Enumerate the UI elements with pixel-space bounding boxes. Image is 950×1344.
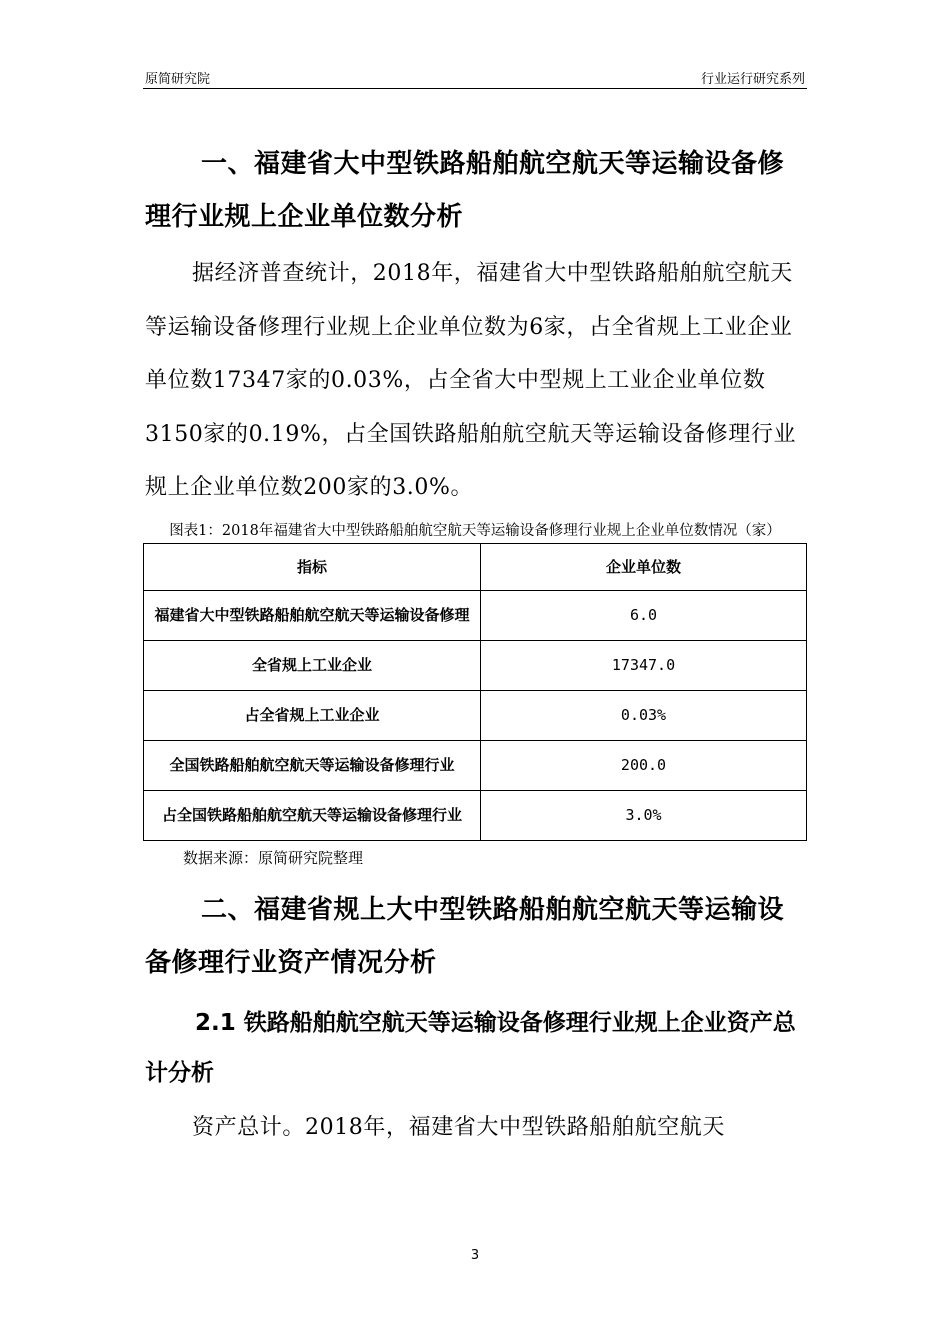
data-table — [143, 543, 807, 841]
table-row — [144, 640, 807, 690]
table-caption: 图表1：2018年福建省大中型铁路船舶航空航天等运输设备修理行业规上企业单位数情况（家） — [169, 522, 781, 539]
section2-title: 二、福建省规上大中型铁路船舶航空航天等运输设备修理行业资产情况分析 — [145, 894, 785, 978]
table-row-value: 0.03% — [481, 690, 807, 740]
table-row-label: 占全省规上工业企业 — [144, 690, 481, 740]
section2-subtitle: 2.1 铁路船舶航空航天等运输设备修理行业规上企业资产总计分析 — [145, 1009, 796, 1086]
table-row-label: 占全国铁路船舶航空航天等运输设备修理行业 — [144, 790, 481, 840]
table-row-label: 全国铁路船舶航空航天等运输设备修理行业 — [144, 740, 481, 790]
page-number: 3 — [470, 1248, 480, 1263]
table-row-label: 全省规上工业企业 — [144, 640, 481, 690]
section1-paragraph: 据经济普查统计，2018年，福建省大中型铁路船舶航空航天等运输设备修理行业规上企业单位数为6家，占全省规上工业企业单位数17347家的0.03%，占全省大中型规上工业企业单位数3150家的0.19%，占全国铁路船舶航空航天等运输设备修理行业规上企业单位数200家的3.0%。 — [145, 261, 797, 500]
table-header-row — [144, 543, 807, 590]
table-row — [144, 790, 807, 840]
table-row-value: 200.0 — [481, 740, 807, 790]
table-row — [144, 690, 807, 740]
header-divider — [143, 88, 807, 89]
header-right-text: 行业运行研究系列 — [700, 72, 805, 87]
table-row-label: 福建省大中型铁路船舶航空航天等运输设备修理 — [144, 590, 481, 640]
table-row-value: 17347.0 — [481, 640, 807, 690]
table-row-value: 6.0 — [481, 590, 807, 640]
table-row-value: 3.0% — [481, 790, 807, 840]
table-row — [144, 590, 807, 640]
page-content — [145, 138, 805, 1154]
section1-title: 一、福建省大中型铁路船舶航空航天等运输设备修理行业规上企业单位数分析 — [145, 149, 785, 232]
table-header-indicator: 指标 — [144, 543, 481, 590]
section2-paragraph: 资产总计。2018年，福建省大中型铁路船舶航空航天 — [192, 1114, 725, 1140]
table-source-note: 数据来源：原简研究院整理 — [183, 848, 364, 867]
table-row — [144, 740, 807, 790]
table-header-count: 企业单位数 — [481, 543, 807, 590]
header-left-text: 原简研究院 — [145, 72, 211, 87]
